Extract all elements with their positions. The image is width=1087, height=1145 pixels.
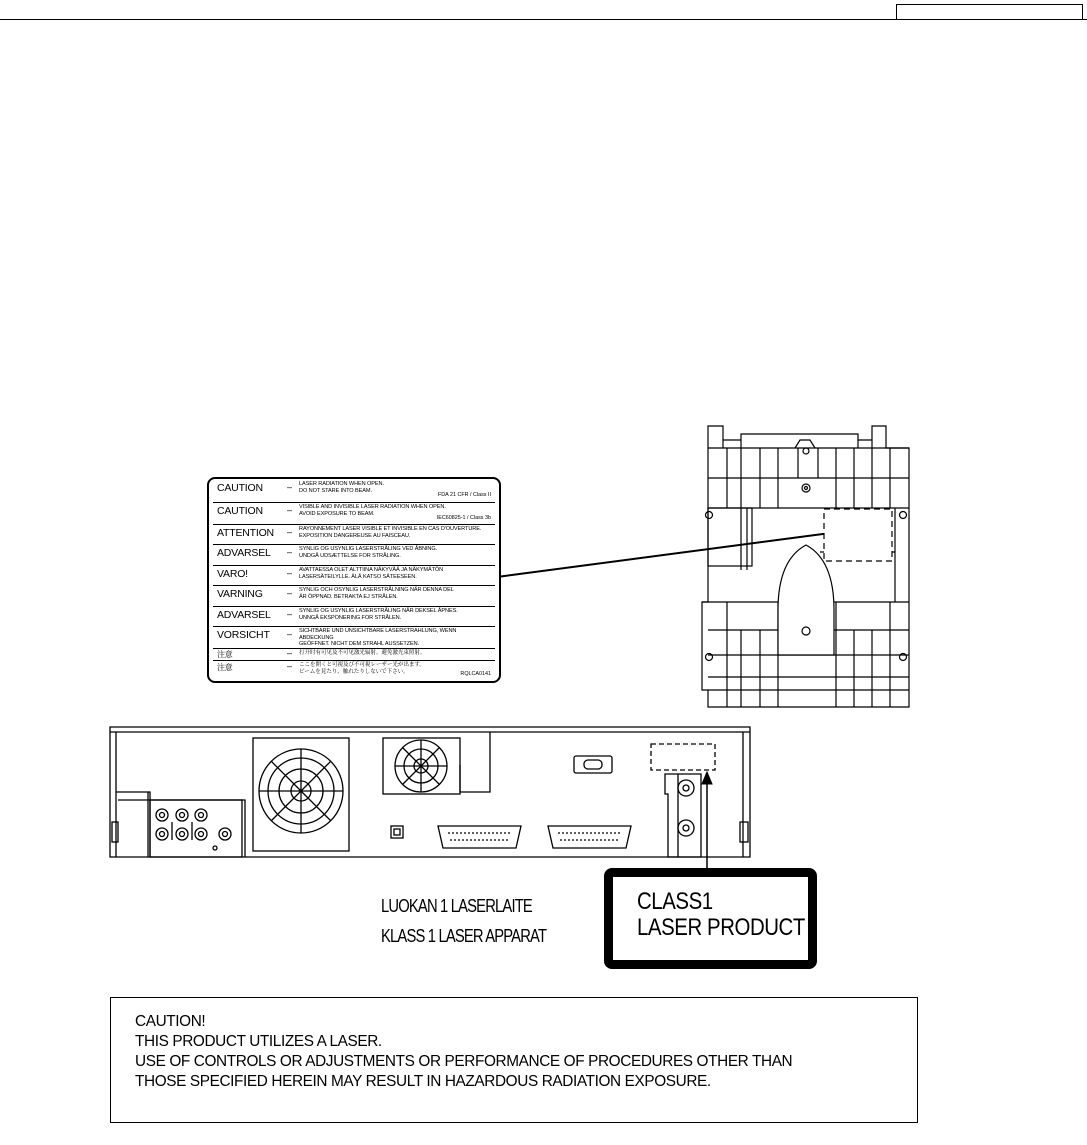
class1-laser-product-label (604, 868, 817, 969)
caution-line: THOSE SPECIFIED HEREIN MAY RESULT IN HAZARDOUS RADIATION EXPOSURE. (135, 1073, 711, 1090)
label-standard-ref: IEC60825-1 / Class 3b (436, 515, 491, 521)
label-dash: – (287, 609, 293, 619)
label-warning-text: SYNLIG OCH OSYNLIG LASERSTRÅLNING NÄR DENNA DEL ÄR ÖPPNAD. BETRAKTA EJ STRÅLEN. (299, 587, 454, 600)
label-dash: – (287, 661, 293, 671)
label-warning-word: CAUTION (217, 505, 263, 517)
label-warning-word: VARO! (217, 568, 248, 580)
label-row (213, 524, 495, 545)
swedish-laser-class-text: KLASS 1 LASER APPARAT (381, 926, 547, 946)
label-row (213, 626, 495, 649)
label-dash: – (287, 648, 293, 658)
label-row (213, 585, 495, 607)
label-row (213, 479, 495, 503)
label-row (213, 606, 495, 627)
label-warning-word: 注意 (217, 663, 233, 672)
label-warning-text: AVATTAESSA OLET ALTTIINA NÄKYVÄÄ JA NÄKYMÄTÖN LASERSÄTEILYLLE. ÄLÄ KATSO SÄTEESEEN. (299, 567, 444, 580)
label-dash: – (287, 527, 293, 537)
class-label-line2: LASER PRODUCT (637, 914, 805, 941)
caution-line: THIS PRODUCT UTILIZES A LASER. (135, 1033, 382, 1050)
caution-heading: CAUTION! (135, 1013, 206, 1030)
label-dash: – (287, 588, 293, 598)
label-row (213, 565, 495, 586)
label-dash: – (287, 547, 293, 557)
label-warning-text: 打开时有可见及不可见激光辐射。避免激光束照射。 (299, 650, 426, 656)
label-warning-word: 注意 (217, 650, 233, 659)
class-label-line1: CLASS1 (637, 888, 713, 915)
caution-notice-box (110, 997, 918, 1123)
dvd-drive-unit (702, 426, 909, 707)
label-warning-text: ここを開くと可視及び不可視レーザー光が出ます。 ビームを見たり、触れたりしないで下さい。 (299, 662, 425, 675)
label-warning-word: ATTENTION (217, 527, 274, 539)
finnish-laser-class-text: LUOKAN 1 LASERLAITE (381, 896, 532, 916)
label-dash: – (287, 482, 293, 492)
label-dash: – (287, 629, 293, 639)
label-warning-text: SYNLIG OG USYNLIG LASERSTRÅLING VED ÅBNING. UNDGÅ UDSÆTTELSE FOR STRÅLING. (299, 546, 438, 559)
class-label-arrow (702, 772, 712, 868)
label-row (213, 502, 495, 525)
label-dash: – (287, 568, 293, 578)
label-warning-word: VORSICHT (217, 629, 270, 641)
label-standard-ref: FDA 21 CFR / Class II (437, 492, 491, 498)
label-row (213, 660, 495, 680)
laser-caution-label (207, 477, 501, 683)
label-warning-word: VARNING (217, 588, 263, 600)
label-part-number: RQLCA0141 (460, 671, 491, 677)
label-warning-text: VISIBLE AND INVISIBLE LASER RADIATION WHEN OPEN. AVOID EXPOSURE TO BEAM. (299, 504, 446, 517)
label-warning-text: SICHTBARE UND UNSICHTBARE LASERSTRAHLUNG, WENN ABDECKUNG GEÖFFNET. NICHT DEM STRAHL AUSSETZEN. (299, 628, 457, 648)
label-warning-word: CAUTION (217, 482, 263, 494)
label-warning-text: SYNLIG OG USYNLIG LASERSTRÅLING NÅR DEKSEL ÅPNES. UNNGÅ EKSPONERING FOR STRÅLEN. (299, 608, 458, 621)
label-warning-word: ADVARSEL (217, 609, 271, 621)
label-warning-text: RAYONNEMENT LASER VISIBLE ET INVISIBLE EN CAS D'OUVERTURE. EXPOSITION DANGEREUSE AU FAISCEAU. (299, 526, 482, 539)
recorder-rear-panel (110, 727, 750, 857)
class-label-inner (613, 877, 808, 960)
label-warning-text: LASER RADIATION WHEN OPEN. DO NOT STARE INTO BEAM. (299, 481, 384, 494)
label-warning-word: ADVARSEL (217, 547, 271, 559)
caution-line: USE OF CONTROLS OR ADJUSTMENTS OR PERFORMANCE OF PROCEDURES OTHER THAN (135, 1053, 793, 1070)
label-dash: – (287, 505, 293, 515)
label-row (213, 544, 495, 566)
